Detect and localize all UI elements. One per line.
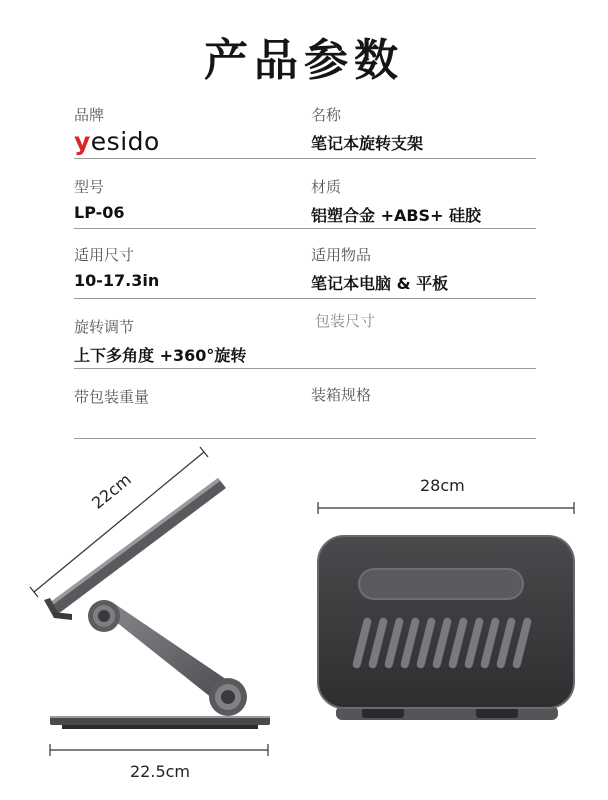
material-label: 材质 (311, 178, 342, 196)
side-length-dimension (30, 447, 208, 597)
fit-size-value: 10-17.3in (74, 271, 160, 290)
top-view-stand (318, 536, 574, 720)
carton-spec-label: 装箱规格 (311, 386, 372, 404)
side-view-stand (44, 478, 270, 729)
fit-items-label: 适用物品 (311, 246, 372, 264)
fit-size-label: 适用尺寸 (74, 246, 135, 264)
brand-label: 品牌 (74, 106, 105, 124)
rotation-label: 旋转调节 (74, 318, 135, 336)
brand-logo: yesido (74, 127, 160, 156)
page-title: 产品参数 (204, 35, 404, 86)
name-label: 名称 (311, 106, 342, 124)
model-label: 型号 (74, 178, 105, 196)
package-size-label: 包装尺寸 (315, 312, 376, 330)
fit-items-value: 笔记本电脑 & 平板 (311, 274, 449, 293)
base-width-label: 22.5cm (130, 762, 191, 781)
rotation-value: 上下多角度 +360°旋转 (74, 346, 247, 365)
gross-weight-label: 带包装重量 (74, 388, 150, 406)
side-length-label: 22cm (88, 469, 135, 513)
top-width-dimension (318, 502, 574, 514)
model-value: LP-06 (74, 203, 125, 222)
name-value: 笔记本旋转支架 (311, 134, 424, 153)
base-width-dimension (50, 744, 268, 756)
material-value: 铝塑合金 +ABS+ 硅胶 (311, 206, 482, 225)
top-width-label: 28cm (420, 476, 465, 495)
